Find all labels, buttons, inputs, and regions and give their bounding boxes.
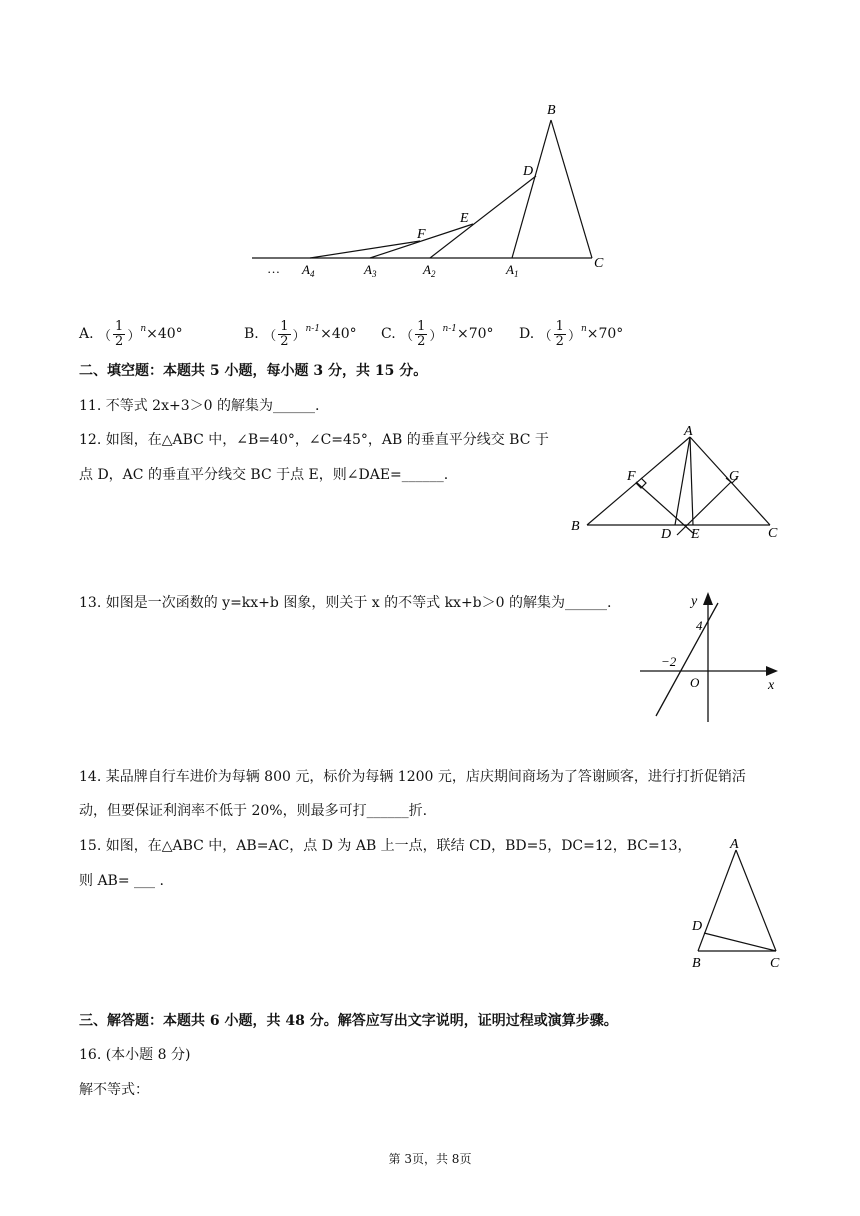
option-c[interactable]: C. （ $\frac{1}{2}$ ） $^{n-1}$ ×70° bbox=[381, 318, 494, 349]
label-a: A bbox=[730, 837, 739, 852]
figure-angle-chain bbox=[240, 95, 620, 285]
label-a: A bbox=[684, 425, 693, 439]
fraction: $\frac{1}{2}$ bbox=[115, 318, 124, 349]
label-neg2: −2 bbox=[661, 654, 677, 669]
label-a2: $A_2$ bbox=[423, 262, 436, 279]
option-d[interactable]: D. （ $\frac{1}{2}$ ） $^n$ ×70° bbox=[519, 318, 624, 349]
label-a1: $A_1$ bbox=[506, 262, 519, 279]
question-16-prompt: 解不等式： bbox=[79, 1082, 149, 1098]
label-y: y bbox=[691, 594, 698, 609]
label-b: B bbox=[692, 956, 701, 971]
section-3-heading: 三、解答题：本题共 6 小题，共 48 分。解答应写出文字说明，证明过程或演算步骤。 bbox=[79, 1013, 618, 1029]
page-footer: 第 3页，共 8页 bbox=[388, 1152, 472, 1166]
label-d: D bbox=[523, 164, 534, 179]
figure-q12-triangle bbox=[565, 425, 790, 545]
question-13: 13. 如图是一次函数的 y=kx+b 图象，则关于 x 的不等式 kx+b＞0 的解集为______. bbox=[79, 595, 612, 611]
question-15-line2: 则 AB= ___ . bbox=[79, 873, 164, 889]
label-c: C bbox=[768, 526, 778, 541]
question-14-line2: 动，但要保证利润率不低于 20%，则最多可打______折. bbox=[79, 803, 428, 819]
question-12-line2: 点 D，AC 的垂直平分线交 BC 于点 E，则∠DAE=______. bbox=[79, 467, 449, 483]
question-16-title: 16. (本小题 8 分) bbox=[79, 1047, 191, 1063]
fraction: $\frac{1}{2}$ bbox=[417, 318, 426, 349]
section-2-heading: 二、填空题：本题共 5 小题，每小题 3 分，共 15 分。 bbox=[79, 363, 428, 379]
figure-q15-triangle bbox=[688, 833, 788, 973]
question-15-line1: 15. 如图，在△ABC 中，AB=AC，点 D 为 AB 上一点，联结 CD，BD=5，DC=12，BC=13， bbox=[79, 838, 692, 854]
label-d: D bbox=[692, 919, 703, 934]
label-4: 4 bbox=[696, 618, 703, 633]
label-e: E bbox=[460, 211, 469, 226]
label-o: O bbox=[690, 675, 700, 690]
label-b: B bbox=[571, 519, 580, 534]
question-14-line1: 14. 某品牌自行车进价为每辆 800 元，标价为每辆 1200 元，店庆期间商场为了答谢顾客，进行打折促销活 bbox=[79, 769, 746, 785]
label-x: x bbox=[768, 678, 775, 693]
label-f: F bbox=[417, 227, 426, 242]
fraction: $\frac{1}{2}$ bbox=[280, 318, 289, 349]
label-g: G bbox=[729, 469, 740, 484]
label-a4: $A_4$ bbox=[302, 262, 315, 279]
option-a[interactable]: A. （ $\frac{1}{2}$ ） $^n$ ×40° bbox=[79, 318, 183, 349]
fraction: $\frac{1}{2}$ bbox=[555, 318, 564, 349]
label-dots: … bbox=[268, 261, 280, 276]
label-e: E bbox=[691, 527, 700, 542]
label-f: F bbox=[627, 469, 636, 484]
label-b: B bbox=[547, 103, 556, 118]
option-b[interactable]: B. （ $\frac{1}{2}$ ） $^{n-1}$ ×40° bbox=[244, 318, 357, 349]
label-a3: $A_3$ bbox=[364, 262, 377, 279]
question-11: 11. 不等式 2x+3＞0 的解集为______. bbox=[79, 398, 320, 414]
label-d: D bbox=[661, 527, 672, 542]
label-c: C bbox=[770, 956, 780, 971]
question-12-line1: 12. 如图，在△ABC 中，∠B=40°，∠C=45°，AB 的垂直平分线交 BC 于 bbox=[79, 432, 549, 448]
label-c: C bbox=[594, 256, 604, 271]
figure-q13-graph bbox=[636, 588, 786, 728]
